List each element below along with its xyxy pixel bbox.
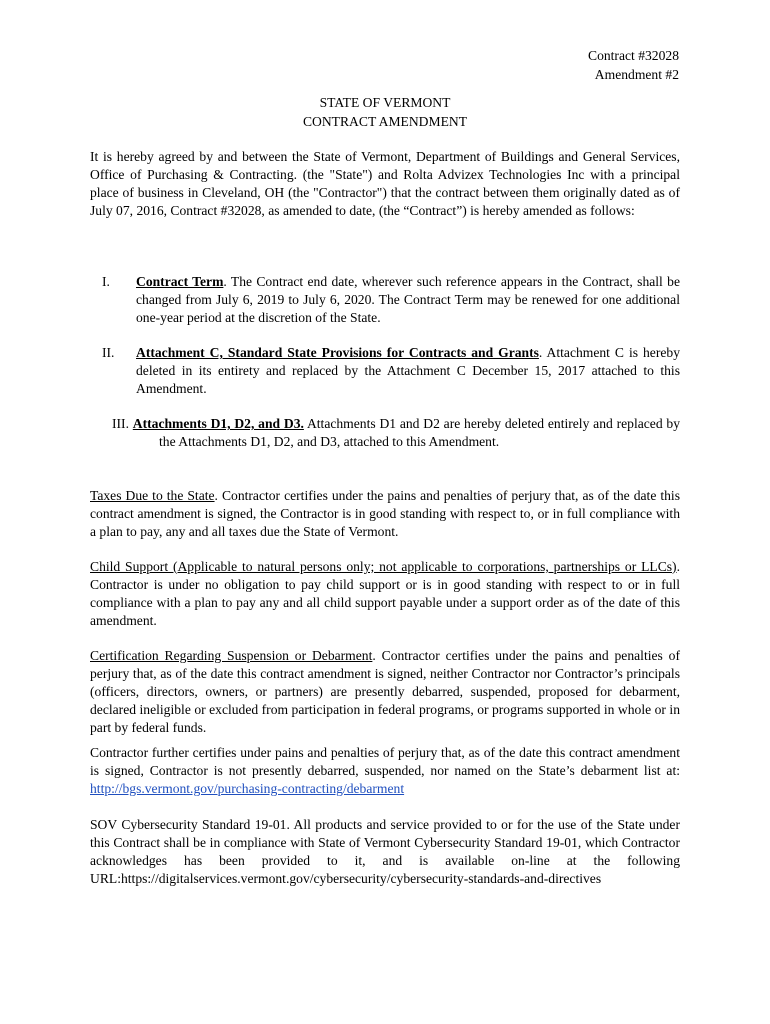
item-number: III. bbox=[112, 416, 129, 431]
debarment-list-link[interactable]: http://bgs.vermont.gov/purchasing-contracting/debarment bbox=[90, 781, 405, 796]
item-heading: Contract Term bbox=[136, 274, 224, 289]
item-text: Attachments D1 and D2 are hereby deleted entirely and replaced by the Attachments D1, D2, and D3, attached to this Amendment. bbox=[159, 416, 681, 449]
title-line-2: CONTRACT AMENDMENT bbox=[302, 114, 467, 129]
item-number: I. bbox=[102, 274, 110, 289]
item-body bbox=[112, 415, 680, 451]
item-body bbox=[136, 344, 680, 398]
item-text: . Attachment C is hereby deleted in its entirety and replaced by the Attachment C December 15, 2017 attached to this Amendment. bbox=[136, 345, 680, 396]
title-line-1: STATE OF VERMONT bbox=[319, 95, 451, 110]
child-support-heading: Child Support (Applicable to natural persons only; not applicable to corporations, partnerships or LLCs) bbox=[90, 559, 677, 574]
amendment-number: Amendment #2 bbox=[594, 67, 679, 82]
taxes-text: . Contractor certifies under the pains and penalties of perjury that, as of the date this contract amendment is signed, the Contractor is in good standing with respect to, or in full compliance with a plan to pay, any and all taxes due the State of Vermont. bbox=[90, 488, 680, 539]
document-title bbox=[0, 93, 770, 131]
document-header bbox=[588, 46, 679, 84]
item-heading: Attachments D1, D2, and D3. bbox=[132, 416, 304, 431]
child-support-text: . Contractor is under no obligation to pay child support or is in good standing with respect to or in full compliance with a plan to pay any and all child support payable under a support order as of the date of this amendment. bbox=[90, 559, 680, 628]
item-heading: Attachment C, Standard State Provisions for Contracts and Grants bbox=[136, 345, 539, 360]
certification-further-paragraph bbox=[90, 744, 680, 798]
amendment-item-3 bbox=[112, 415, 680, 451]
amendment-item-2 bbox=[90, 344, 680, 398]
child-support-paragraph bbox=[90, 558, 680, 630]
amendment-item-1 bbox=[90, 273, 680, 327]
item-number: II. bbox=[102, 345, 115, 360]
contract-number: Contract #32028 bbox=[588, 48, 679, 63]
certification-further-text: Contractor further certifies under pains and penalties of perjury that, as of the date this contract amendment is signed, Contractor is not presently debarred, suspended, nor named on the State’s debarment list at: bbox=[90, 745, 680, 778]
certification-paragraph bbox=[90, 647, 680, 737]
item-text: . The Contract end date, wherever such reference appears in the Contract, shall be changed from July 6, 2019 to July 6, 2020. The Contract Term may be renewed for one additional one-year period at the discretion of the State. bbox=[136, 274, 680, 325]
taxes-heading: Taxes Due to the State bbox=[90, 488, 215, 503]
taxes-paragraph bbox=[90, 487, 680, 541]
intro-paragraph: It is hereby agreed by and between the State of Vermont, Department of Buildings and General Services, Office of Purchasing & Contracting. (the "State") and Rolta Advizex Technologies Inc with a principal place of business in Cleveland, OH (the "Contractor") that the contract between them originally dated as of July 07, 2016, Contract #32028, as amended to date, (the “Contract”) is hereby amended as follows: bbox=[90, 149, 680, 218]
item-body bbox=[136, 273, 680, 327]
certification-heading: Certification Regarding Suspension or Debarment bbox=[90, 648, 373, 663]
certification-text: . Contractor certifies under the pains and penalties of perjury that, as of the date this contract amendment is signed, neither Contractor nor Contractor’s principals (officers, directors, owners, or partners) are presently debarred, suspended, proposed for debarment, declared ineligible or excluded from participation in federal programs, or programs supported in whole or in part by federal funds. bbox=[90, 648, 680, 735]
cybersecurity-paragraph: SOV Cybersecurity Standard 19-01. All products and service provided to or for the use of the State under this Contract shall be in compliance with State of Vermont Cybersecurity Standard 19-01, which Contractor acknowledges has been provided to it, and is available on-line at the following URL:https://digitalservices.vermont.gov/cybersecurity/cybersecurity-standards-and-directives bbox=[90, 817, 680, 886]
